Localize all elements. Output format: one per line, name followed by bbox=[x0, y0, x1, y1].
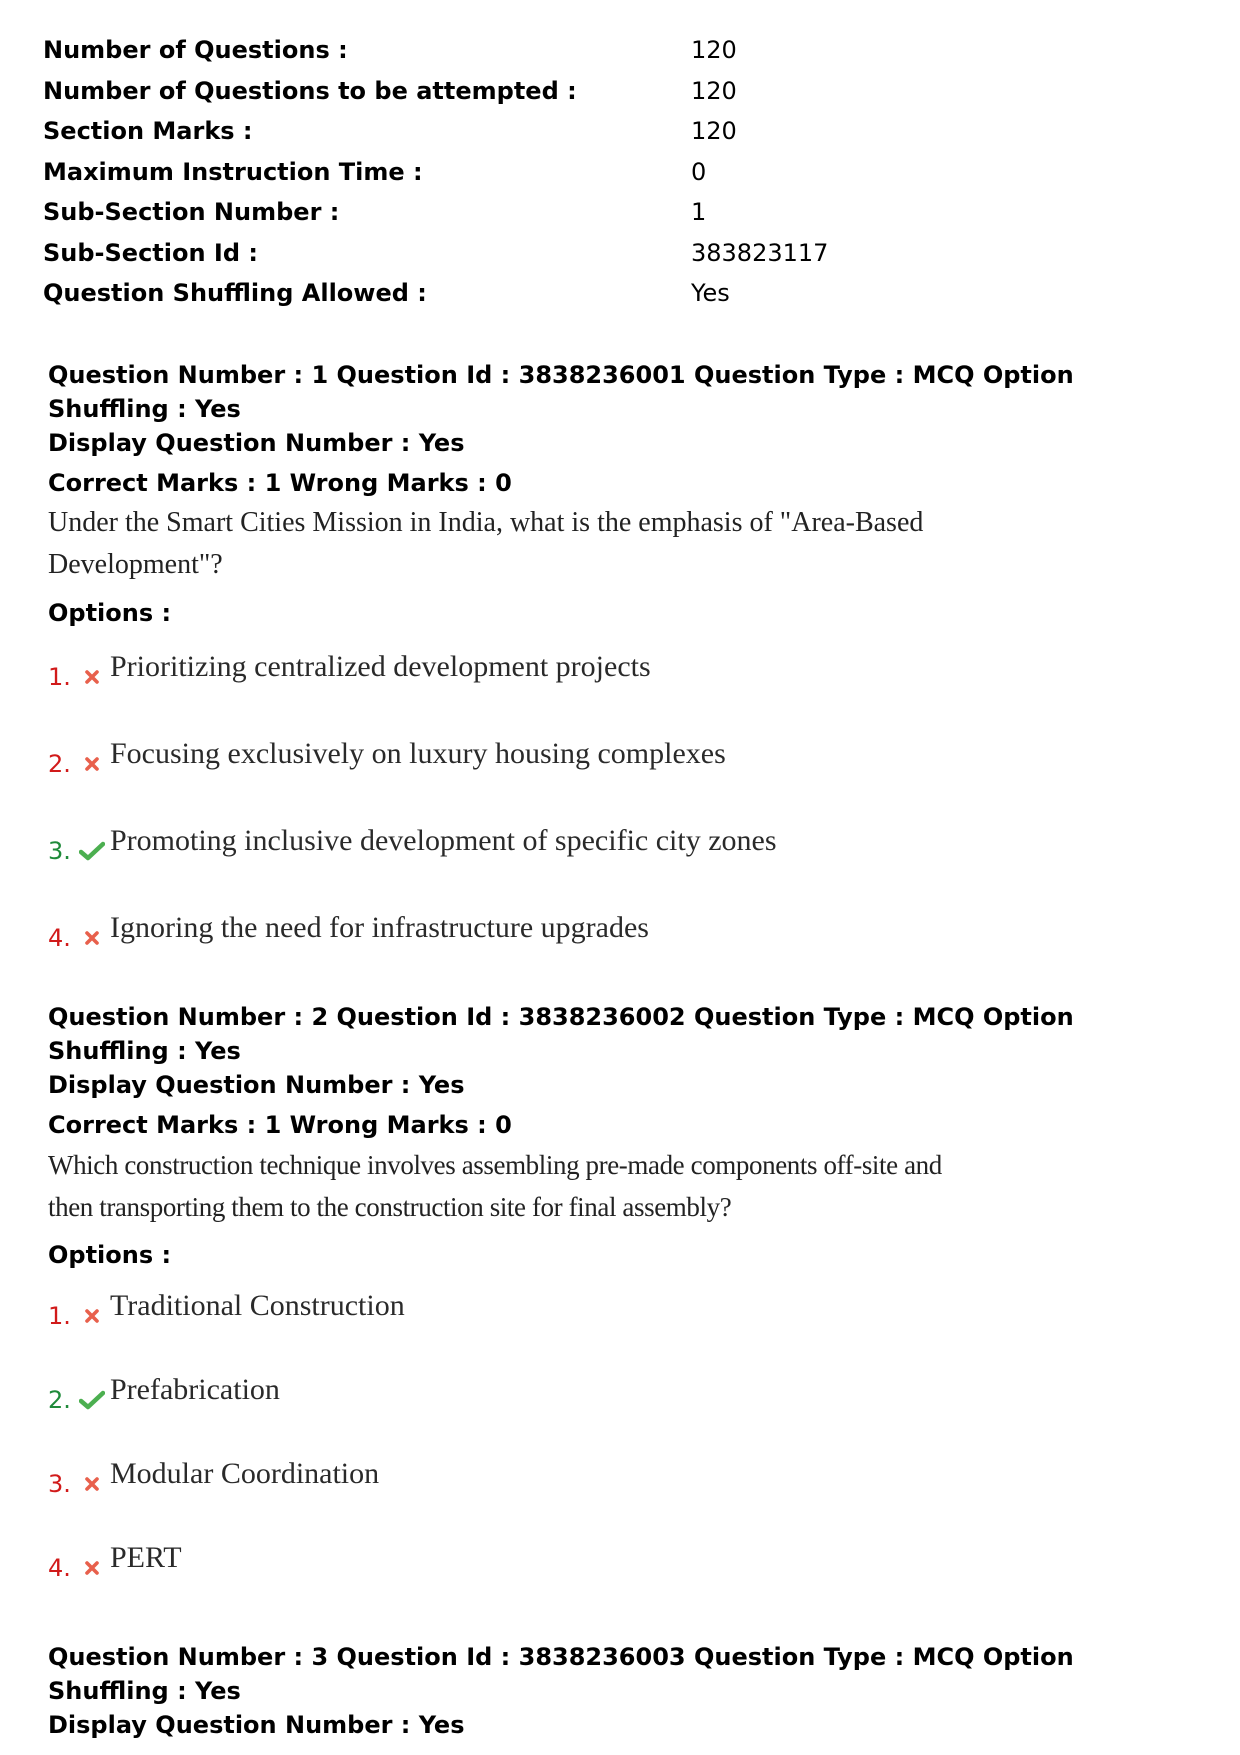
display-question-number: Display Question Number : Yes bbox=[48, 1071, 465, 1099]
question-header: Question Number : 1 Question Id : 3838236001 Question Type : MCQ Option Shuffling : Yes bbox=[48, 361, 1074, 423]
option-number: 2. bbox=[48, 1386, 71, 1414]
info-label: Section Marks : bbox=[43, 117, 253, 146]
option-text: Focusing exclusively on luxury housing complexes bbox=[110, 737, 726, 770]
question-marks: Correct Marks : 1 Wrong Marks : 0 bbox=[48, 1111, 512, 1139]
option-number: 1. bbox=[48, 663, 71, 691]
option-item bbox=[48, 1330, 1198, 1414]
question-text-line: then transporting them to the construction site for final assembly? bbox=[48, 1192, 732, 1222]
cross-icon bbox=[78, 1470, 106, 1498]
option-text: Ignoring the need for infrastructure upgrades bbox=[110, 911, 649, 944]
option-number: 3. bbox=[48, 1470, 71, 1498]
options-label: Options : bbox=[48, 599, 172, 627]
option-item bbox=[48, 1246, 1198, 1330]
question-header: Question Number : 2 Question Id : 3838236002 Question Type : MCQ Option Shuffling : Yes bbox=[48, 1003, 1074, 1065]
info-label: Sub-Section Number : bbox=[43, 198, 340, 227]
info-value: 120 bbox=[691, 36, 737, 65]
option-item bbox=[48, 691, 1198, 778]
cross-icon bbox=[78, 663, 106, 691]
option-text: Promoting inclusive development of specific city zones bbox=[110, 824, 777, 857]
options-list bbox=[48, 604, 1198, 952]
info-row-question-shuffling bbox=[43, 273, 1193, 314]
info-label: Sub-Section Id : bbox=[43, 238, 258, 267]
info-label: Number of Questions : bbox=[43, 36, 348, 65]
option-item bbox=[48, 865, 1198, 952]
cross-icon bbox=[78, 924, 106, 952]
options-list bbox=[48, 1246, 1198, 1582]
option-number: 3. bbox=[48, 837, 71, 865]
info-value: 120 bbox=[691, 117, 737, 146]
info-row-questions-to-attempt bbox=[43, 71, 1193, 112]
option-item bbox=[48, 604, 1198, 691]
option-number: 2. bbox=[48, 750, 71, 778]
info-row-sub-section-id bbox=[43, 233, 1193, 274]
option-text: Prefabrication bbox=[110, 1373, 280, 1406]
display-question-number: Display Question Number : Yes bbox=[48, 1711, 465, 1739]
cross-icon bbox=[78, 1554, 106, 1582]
question-marks: Correct Marks : 1 Wrong Marks : 0 bbox=[48, 469, 512, 497]
question-3 bbox=[48, 1640, 1198, 1742]
info-value: Yes bbox=[691, 279, 730, 308]
check-icon bbox=[78, 1386, 106, 1414]
display-question-number: Display Question Number : Yes bbox=[48, 429, 465, 457]
option-item bbox=[48, 778, 1198, 865]
info-row-sub-section-number bbox=[43, 192, 1193, 233]
options-label: Options : bbox=[48, 1241, 172, 1269]
option-text: Prioritizing centralized development projects bbox=[110, 650, 651, 683]
cross-icon bbox=[78, 750, 106, 778]
question-text-line: Under the Smart Cities Mission in India, what is the emphasis of "Area-Based bbox=[48, 507, 924, 538]
info-row-section-marks bbox=[43, 111, 1193, 152]
question-text-line: Development"? bbox=[48, 549, 223, 580]
option-number: 4. bbox=[48, 1554, 71, 1582]
info-row-max-instruction-time bbox=[43, 152, 1193, 193]
question-text-line: Which construction technique involves assembling pre-made components off-site and bbox=[48, 1150, 942, 1180]
option-number: 4. bbox=[48, 924, 71, 952]
question-header: Question Number : 3 Question Id : 3838236003 Question Type : MCQ Option Shuffling : Yes bbox=[48, 1643, 1074, 1705]
option-text: Traditional Construction bbox=[110, 1289, 405, 1322]
info-row-number-of-questions bbox=[43, 30, 1193, 71]
info-value: 120 bbox=[691, 76, 737, 105]
option-text: Modular Coordination bbox=[110, 1457, 380, 1490]
info-label: Question Shuffling Allowed : bbox=[43, 279, 427, 308]
question-2 bbox=[48, 1000, 1198, 1582]
info-value: 383823117 bbox=[691, 238, 829, 267]
option-number: 1. bbox=[48, 1302, 71, 1330]
info-label: Maximum Instruction Time : bbox=[43, 157, 423, 186]
question-text bbox=[48, 1144, 978, 1228]
info-label: Number of Questions to be attempted : bbox=[43, 76, 577, 105]
question-1 bbox=[48, 358, 1198, 952]
option-item bbox=[48, 1414, 1198, 1498]
option-text: PERT bbox=[110, 1541, 182, 1574]
question-text bbox=[48, 502, 978, 586]
info-value: 1 bbox=[691, 198, 707, 227]
info-value: 0 bbox=[691, 157, 707, 186]
check-icon bbox=[78, 837, 106, 865]
section-info-table bbox=[43, 30, 1193, 314]
option-item bbox=[48, 1498, 1198, 1582]
cross-icon bbox=[78, 1302, 106, 1330]
